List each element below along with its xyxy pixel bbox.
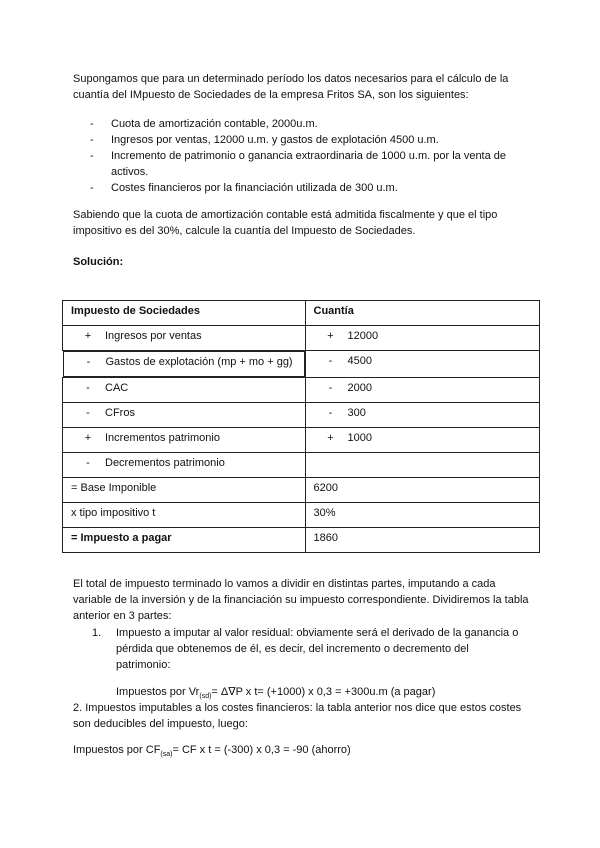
table-row <box>63 378 540 403</box>
bullet: - <box>90 150 94 162</box>
table-row <box>63 326 540 351</box>
item-text: Incremento de patrimonio o ganancia extraordinaria de 1000 u.m. por la venta de activos. <box>111 150 507 178</box>
intro-paragraph: Supongamos que para un determinado período los datos necesarios para el cálculo de la cuantía del IMpuesto de Sociedades de la empresa Fritos SA, son los siguientes: <box>73 73 509 101</box>
subscript: (sd) <box>199 693 212 701</box>
value: 1000 <box>347 432 372 444</box>
sign: - <box>86 407 90 419</box>
value-cell <box>305 428 540 453</box>
item-text: Costes financieros por la financiación utilizada de 300 u.m. <box>111 182 398 194</box>
header-cell <box>63 301 306 326</box>
number: 1. <box>92 627 102 639</box>
sign: - <box>86 356 91 368</box>
concept-cell <box>63 351 305 377</box>
sign: - <box>328 407 333 419</box>
concept-cell: = Base Imponible <box>63 478 306 503</box>
concept-cell <box>63 326 306 351</box>
table-row <box>63 351 540 378</box>
concept: Ingresos por ventas <box>105 330 202 342</box>
concept: = Impuesto a pagar <box>71 532 172 544</box>
list-item <box>90 180 520 196</box>
sign: + <box>84 330 92 342</box>
table-row <box>63 428 540 453</box>
data-list <box>90 116 520 196</box>
value-cell <box>305 453 540 478</box>
sign: - <box>86 457 90 469</box>
formula-text: Impuestos por CF <box>73 744 161 756</box>
table-header <box>63 301 540 326</box>
table-row <box>63 453 540 478</box>
item-text: Impuesto a imputar al valor residual: obviamente será el derivado de la ganancia o pérdida que obtenemos de él, es decir, del incremento o decremento del patrimonio: <box>116 627 519 671</box>
item-text: Ingresos por ventas, 12000 u.m. y gastos de explotación 4500 u.m. <box>111 134 439 146</box>
value: 12000 <box>347 330 379 342</box>
concept-cell <box>63 378 306 403</box>
sign: - <box>328 355 333 367</box>
concept-cell <box>63 428 306 453</box>
value-cell: 30% <box>305 503 540 528</box>
header-cell <box>305 301 540 326</box>
table-row <box>63 403 540 428</box>
value-cell: 6200 <box>305 478 540 503</box>
total-row <box>63 503 540 528</box>
sign: + <box>327 330 334 342</box>
question-paragraph: Sabiendo que la cuota de amortización contable está admitida fiscalmente y que el tipo impositivo es del 30%, calcule la cuantía del Impuesto de Sociedades. <box>73 209 498 237</box>
item2-paragraph: 2. Impuestos imputables a los costes financieros: la tabla anterior nos dice que estos costes son deducibles del impuesto, luego: <box>73 702 522 730</box>
list-item <box>92 625 520 673</box>
subscript: (sa) <box>160 751 173 759</box>
value: 4500 <box>347 355 372 367</box>
header-text: Impuesto de Sociedades <box>71 305 200 317</box>
tax-table <box>62 300 540 553</box>
sign: + <box>327 432 334 444</box>
value: 300 <box>347 407 366 419</box>
bullet: - <box>90 182 94 194</box>
formula-text: = Δ∇P x t= (+1000) x 0,3 = +300u.m (a pagar) <box>211 686 436 698</box>
bullet: - <box>90 118 94 130</box>
formula-financial <box>73 742 533 763</box>
value-cell <box>305 378 540 403</box>
list-item <box>90 132 520 148</box>
concept: CFros <box>105 407 135 419</box>
sign: + <box>84 432 92 444</box>
concept: Decrementos patrimonio <box>105 457 225 469</box>
solution-heading: Solución: <box>73 256 124 268</box>
list-item <box>90 116 520 132</box>
concept: Incrementos patrimonio <box>105 432 220 444</box>
header-text: Cuantía <box>313 305 354 317</box>
value-cell <box>305 326 540 351</box>
value-cell <box>305 351 540 378</box>
formula-text: Impuestos por Vr <box>116 686 200 698</box>
value-cell <box>305 403 540 428</box>
concept: Gastos de explotación (mp + mo + gg) <box>105 356 293 368</box>
item-text: Cuota de amortización contable, 2000u.m. <box>111 118 318 130</box>
concept-cell <box>63 528 306 553</box>
bullet: - <box>90 134 94 146</box>
concept: CAC <box>105 382 129 394</box>
total-row <box>63 528 540 553</box>
sign: - <box>328 382 333 394</box>
numbered-list <box>92 625 520 673</box>
total-row <box>63 478 540 503</box>
list-item <box>90 148 520 180</box>
value-cell: 1860 <box>305 528 540 553</box>
concept-cell <box>63 453 306 478</box>
formula-text: = CF x t = (-300) x 0,3 = -90 (ahorro) <box>172 744 351 756</box>
division-paragraph: El total de impuesto terminado lo vamos a dividir en distintas partes, imputando a cada variable de la inversión y de la financiación su impuesto correspondiente. Dividiremos la tabla anterior en 3 partes: <box>73 578 529 622</box>
value: 2000 <box>347 382 372 394</box>
sign: - <box>86 382 90 394</box>
concept-cell <box>63 403 306 428</box>
concept-cell: x tipo impositivo t <box>63 503 306 528</box>
